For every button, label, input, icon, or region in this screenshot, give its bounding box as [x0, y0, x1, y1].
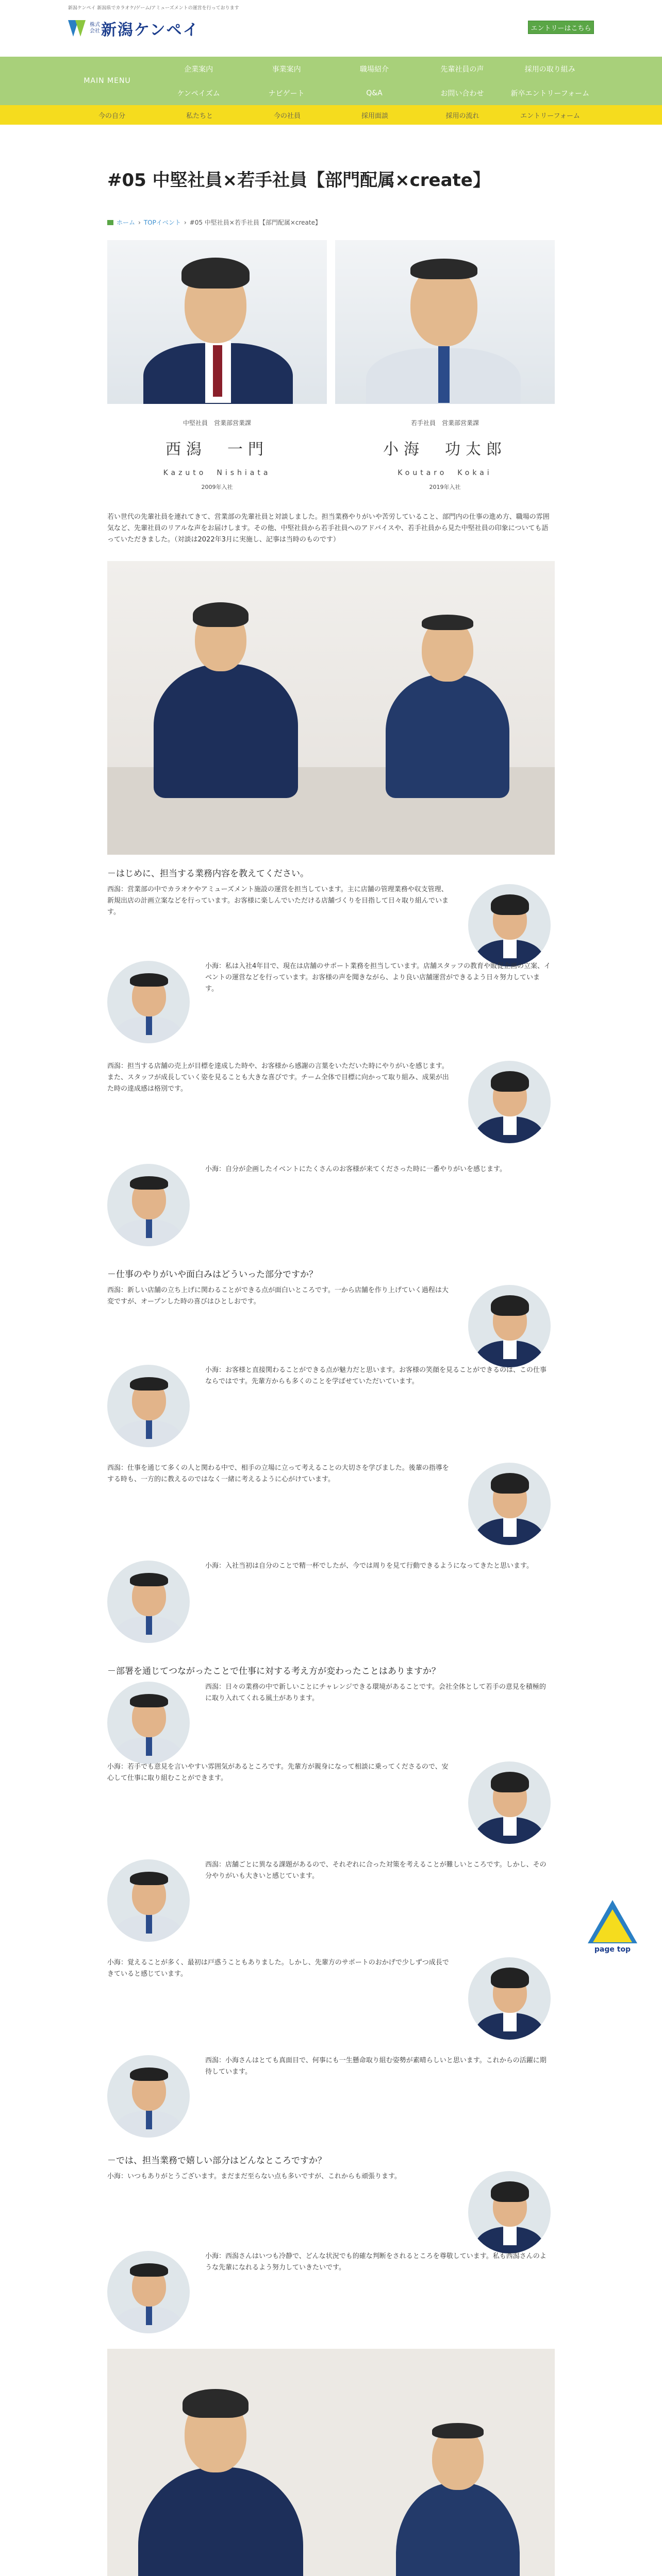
breadcrumb-link[interactable]: ホーム — [117, 219, 136, 226]
breadcrumb-separator: › — [184, 218, 187, 226]
answer-text: 小海：自分が企画したイベントにたくさんのお客様が来てくださった時に一番やりがいを感じます。 — [205, 1165, 506, 1173]
nav-item[interactable]: ケンペイズム — [177, 89, 220, 98]
answer-text: 西潟：担当する店舗の売上が目標を達成した時や、お客様から感謝の言葉をいただいた時にやりがいを感じます。また、スタッフが成長していく姿を見ることも大きな喜びです。チーム全体で目標に向かって取り組み、成果が出た時の達成感は格別です。 — [107, 1062, 449, 1093]
header-tagline: 新潟ケンペイ 新潟県でカラオケ/ゲーム/アミューズメントの運営を行っております — [68, 6, 239, 11]
avatar-nishigata — [468, 1285, 551, 1367]
answer-text: 西潟：日々の業務の中で新しいことにチャレンジできる環境があることです。会社全体として若手の意見を積極的に取り入れてくれる風土があります。 — [205, 1683, 546, 1702]
answer-text: 小海：入社当初は自分のことで精一杯でしたが、今では周りを見て行動できるようになってきたと思います。 — [205, 1562, 533, 1570]
profile-card — [107, 240, 327, 491]
answer-text: 西潟：新しい店舗の立ち上げに関わることができる点が面白いところです。一から店舗を作り上げていく過程は大変ですが、オープンした時の喜びはひとしおです。 — [107, 1286, 449, 1306]
avatar-kokai — [107, 961, 190, 1043]
answer-row — [107, 1061, 555, 1143]
avatar-kokai — [107, 1682, 190, 1764]
profile-joined: 2019年入社 — [429, 484, 461, 490]
avatar-nishigata — [468, 884, 551, 967]
avatar-kokai — [107, 1859, 190, 1942]
profile-photo — [335, 240, 555, 404]
answer-text: 西潟：店舗ごとに異なる課題があるので、それぞれに合った対策を考えることが難しいところです。しかし、その分やりがいも大きいと感じています。 — [205, 1861, 547, 1880]
answer-text: 西潟：営業部の中でカラオケやアミューズメント施設の運営を担当しています。主に店舗の管理業務や収支管理、新規出店の計画立案などを行っています。お客様に楽しんでいただける店舗づくりを目指して日々取り組んでいます。 — [107, 886, 449, 916]
page-top-button[interactable] — [582, 1900, 643, 1957]
nav-item[interactable]: 採用の取り組み — [524, 65, 575, 74]
profile-name: 西潟 一門 — [166, 440, 269, 459]
interview-photo — [107, 561, 555, 855]
answer-row — [107, 2251, 555, 2333]
avatar-kokai — [107, 1164, 190, 1246]
answer-row — [107, 1859, 555, 1942]
nav-item[interactable]: 事業案内 — [272, 65, 301, 74]
answer-row — [107, 1285, 555, 1367]
main-content — [107, 125, 555, 2272]
nav-item[interactable]: 新卒エントリーフォーム — [510, 89, 590, 98]
answer-text: 小海：西潟さんはいつも冷静で、どんな状況でも的確な判断をされるところを尊敬しています。私も西潟さんのような先輩になれるよう努力していきたいです。 — [205, 2252, 547, 2272]
logo-text: 新潟ケンペイ — [101, 21, 200, 39]
answer-row — [107, 2171, 555, 2253]
answer-text: 西潟：小海さんはとても真面目で、何事にも一生懸命取り組む姿勢が素晴らしいと思います。これからの活躍に期待しています。 — [205, 2057, 547, 2076]
answer-row — [107, 961, 555, 1043]
breadcrumb-current: #05 中堅社員×若手社員【部門配属×create】 — [189, 219, 321, 226]
profiles — [107, 240, 555, 491]
question-heading: －では、担当業務で嬉しい部分はどんなところですか？ — [107, 2156, 326, 2166]
nav-item[interactable]: Q&A — [366, 89, 383, 97]
nav-item[interactable]: お問い合わせ — [440, 89, 484, 98]
answer-text: 小海：お客様と直接関わることができる点が魅力だと思います。お客様の笑顔を見ることができるのは、この仕事ならではです。先輩方からも多くのことを学ばせていただいています。 — [205, 1366, 547, 1385]
profile-dept: 若手社員 営業部営業課 — [410, 419, 479, 427]
avatar-kokai — [107, 1561, 190, 1643]
answer-text: 西潟：仕事を通じて多くの人と関わる中で、相手の立場に立って考えることの大切さを学びました。後輩の指導をする時も、一方的に教えるのではなく一緒に考えるように心がけています。 — [107, 1464, 449, 1483]
answer-row — [107, 1682, 555, 1764]
nav-item[interactable]: 職場紹介 — [359, 65, 389, 74]
sub-nav — [0, 105, 662, 125]
intro-text: 若い世代の先輩社員を連れてきて、営業部の先輩社員と対談しました。担当業務やりがいや苦労していること、部門内の仕事の進め方、職場の雰囲気など、先輩社員のリアルな声をお届けします。その他、中堅社員から若手社員へのアドバイスや、若手社員から見た中堅社員の印象についても語っていただきました。（対談は2022年3月に実施し、記事は当時のものです） — [107, 513, 550, 544]
answer-text: 小海：いつもありがとうございます。まだまだ至らない点も多いですが、これからも頑張ります。 — [107, 2173, 401, 2180]
answer-text: 小海：若手でも意見を言いやすい雰囲気があるところです。先輩方が親身になって相談に乗ってくださるので、安心して仕事に取り組むことができます。 — [107, 1763, 449, 1782]
nav-item[interactable]: ナビゲート — [268, 89, 305, 98]
profile-photo — [107, 240, 327, 404]
avatar-nishigata — [468, 1061, 551, 1143]
subnav-item[interactable]: エントリーフォーム — [520, 112, 580, 120]
answer-row — [107, 1957, 555, 2040]
question-heading: －仕事のやりがいや面白みはどういった部分ですか？ — [107, 1269, 318, 1280]
page-title: #05 中堅社員×若手社員【部門配属×create】 — [107, 170, 490, 191]
breadcrumb-link[interactable]: TOPイベント — [143, 219, 181, 226]
avatar-nishigata — [468, 2171, 551, 2253]
avatar-kokai — [107, 2055, 190, 2138]
answer-text: 小海：私は入社4年目で、現在は店舗のサポート業務を担当しています。店舗スタッフの教育や販促企画の立案、イベントの運営などを行っています。お客様の声を聞きながら、より良い店舗運営ができるよう日々努力しています。 — [205, 962, 551, 993]
nav-item[interactable]: 企業案内 — [184, 65, 213, 74]
avatar-nishigata — [468, 1463, 551, 1545]
site-logo[interactable] — [68, 15, 200, 41]
profile-roman: Koutaro Kokai — [398, 469, 492, 477]
answer-row — [107, 1561, 555, 1643]
page-top-label: page top — [594, 1945, 631, 1954]
answer-row — [107, 2055, 555, 2138]
main-nav — [0, 57, 662, 105]
avatar-nishigata — [468, 1761, 551, 1844]
answer-row — [107, 1365, 555, 1447]
breadcrumb-separator: › — [138, 218, 141, 226]
profile-name: 小海 功太郎 — [383, 440, 507, 459]
answer-row — [107, 1463, 555, 1545]
profile-dept: 中堅社員 営業部営業課 — [183, 419, 251, 427]
logo-small-text: 株式会社 — [90, 22, 100, 34]
profile-roman: Kazuto Nishiata — [163, 469, 271, 477]
answer-row — [107, 1761, 555, 1844]
site-header — [0, 0, 662, 57]
nav-item[interactable]: 先輩社員の声 — [440, 65, 484, 74]
question-heading: －部署を通じてつながったことで仕事に対する考え方が変わったことはありますか？ — [107, 1666, 440, 1676]
home-icon — [107, 220, 113, 225]
subnav-item[interactable]: 私たちと — [186, 112, 213, 120]
answer-row — [107, 884, 555, 967]
profile-joined: 2009年入社 — [201, 484, 233, 490]
logo-mark-icon — [68, 18, 86, 39]
subnav-item[interactable]: 採用の流れ — [445, 112, 479, 120]
profile-card — [335, 240, 555, 491]
interview-photo-2 — [107, 2349, 555, 2576]
entry-button[interactable]: エントリーはこちら — [528, 21, 594, 34]
avatar-nishigata — [468, 1957, 551, 2040]
answer-text: 小海：覚えることが多く、最初は戸惑うこともありました。しかし、先輩方のサポートのおかげで少しずつ成長できていると感じています。 — [107, 1959, 449, 1978]
answer-row — [107, 1164, 555, 1246]
avatar-kokai — [107, 2251, 190, 2333]
main-menu-label: MAIN MENU — [84, 77, 131, 85]
subnav-item[interactable]: 採用面談 — [361, 112, 388, 120]
subnav-item[interactable]: 今の自分 — [98, 112, 125, 120]
avatar-kokai — [107, 1365, 190, 1447]
breadcrumb — [107, 218, 555, 227]
subnav-item[interactable]: 今の社員 — [273, 112, 301, 120]
question-heading: －はじめに、担当する業務内容を教えてください。 — [107, 869, 309, 879]
